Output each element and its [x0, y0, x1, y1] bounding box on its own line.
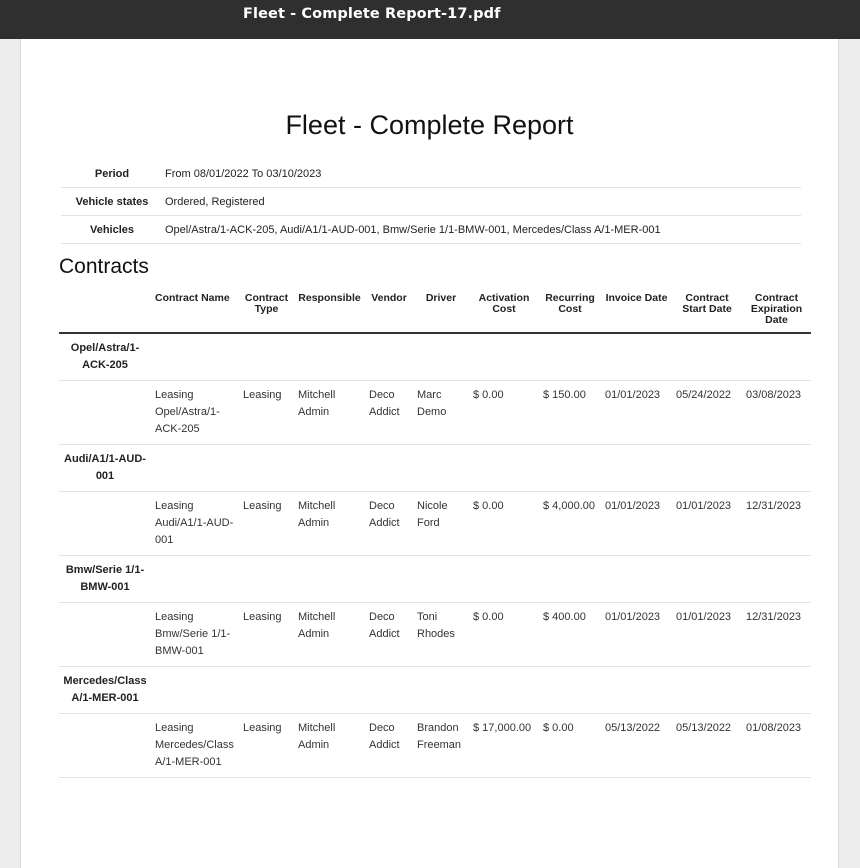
cell-invoice-date: 01/01/2023	[601, 381, 672, 445]
cell-contract-name: Leasing Mercedes/Class A/1-MER-001	[151, 714, 239, 778]
window-title: Fleet - Complete Report-17.pdf	[243, 6, 501, 22]
section-title-contracts: Contracts	[59, 255, 149, 278]
column-header-contract-type: Contract Type	[239, 289, 294, 333]
vehicle-group-row	[59, 556, 811, 603]
filter-value: Opel/Astra/1-ACK-205, Audi/A1/1-AUD-001, Bmw/Serie 1/1-BMW-001, Mercedes/Class A/1-MER-001	[163, 216, 801, 244]
filter-label: Vehicle states	[61, 188, 163, 216]
cell-start-date: 05/24/2022	[672, 381, 742, 445]
pdf-viewer-titlebar	[0, 0, 860, 39]
contract-row	[59, 381, 811, 445]
column-header-recurring-cost: Recurring Cost	[539, 289, 601, 333]
cell-vendor: Deco Addict	[365, 492, 413, 556]
cell-contract-name: Leasing Opel/Astra/1-ACK-205	[151, 381, 239, 445]
cell-driver: Marc Demo	[413, 381, 469, 445]
filter-value: Ordered, Registered	[163, 188, 801, 216]
cell-start-date: 01/01/2023	[672, 603, 742, 667]
column-header-vehicle	[59, 289, 151, 333]
cell-responsible: Mitchell Admin	[294, 492, 365, 556]
cell-recurring-cost: $ 150.00	[539, 381, 601, 445]
cell-vendor: Deco Addict	[365, 603, 413, 667]
filter-label: Vehicles	[61, 216, 163, 244]
column-header-activation-cost: Activation Cost	[469, 289, 539, 333]
column-header-invoice-date: Invoice Date	[601, 289, 672, 333]
cell-vendor: Deco Addict	[365, 714, 413, 778]
cell-recurring-cost: $ 0.00	[539, 714, 601, 778]
cell-driver: Nicole Ford	[413, 492, 469, 556]
report-filters-table	[61, 160, 801, 244]
cell-responsible: Mitchell Admin	[294, 603, 365, 667]
cell-contract-type: Leasing	[239, 603, 294, 667]
vehicle-group-label: Audi/A1/1-AUD-001	[59, 445, 151, 492]
report-title: Fleet - Complete Report	[285, 110, 574, 140]
cell-start-date: 05/13/2022	[672, 714, 742, 778]
cell-contract-name: Leasing Bmw/Serie 1/1-BMW-001	[151, 603, 239, 667]
vehicle-group-label: Mercedes/Class A/1-MER-001	[59, 667, 151, 714]
contract-row	[59, 714, 811, 778]
filter-row-vehicles	[61, 216, 801, 244]
cell-recurring-cost: $ 400.00	[539, 603, 601, 667]
cell-contract-type: Leasing	[239, 714, 294, 778]
cell-contract-type: Leasing	[239, 492, 294, 556]
cell-expiration-date: 12/31/2023	[742, 603, 811, 667]
filter-row-period	[61, 160, 801, 188]
cell-expiration-date: 01/08/2023	[742, 714, 811, 778]
cell-recurring-cost: $ 4,000.00	[539, 492, 601, 556]
vehicle-group-label: Bmw/Serie 1/1-BMW-001	[59, 556, 151, 603]
cell-activation-cost: $ 17,000.00	[469, 714, 539, 778]
contract-row	[59, 603, 811, 667]
column-header-responsible: Responsible	[294, 289, 365, 333]
table-header-row	[59, 289, 811, 333]
cell-expiration-date: 03/08/2023	[742, 381, 811, 445]
cell-driver: Toni Rhodes	[413, 603, 469, 667]
cell-driver: Brandon Freeman	[413, 714, 469, 778]
column-header-vendor: Vendor	[365, 289, 413, 333]
contracts-table	[59, 289, 811, 778]
vehicle-group-row	[59, 667, 811, 714]
cell-invoice-date: 01/01/2023	[601, 603, 672, 667]
cell-responsible: Mitchell Admin	[294, 714, 365, 778]
cell-activation-cost: $ 0.00	[469, 603, 539, 667]
filter-row-vehicle-states	[61, 188, 801, 216]
cell-contract-name: Leasing Audi/A1/1-AUD-001	[151, 492, 239, 556]
cell-activation-cost: $ 0.00	[469, 381, 539, 445]
vehicle-group-row	[59, 333, 811, 381]
cell-responsible: Mitchell Admin	[294, 381, 365, 445]
column-header-driver: Driver	[413, 289, 469, 333]
vehicle-group-row	[59, 445, 811, 492]
cell-invoice-date: 05/13/2022	[601, 714, 672, 778]
column-header-contract-name: Contract Name	[151, 289, 239, 333]
cell-start-date: 01/01/2023	[672, 492, 742, 556]
cell-contract-type: Leasing	[239, 381, 294, 445]
contract-row	[59, 492, 811, 556]
column-header-expiration-date: Contract Expiration Date	[742, 289, 811, 333]
cell-activation-cost: $ 0.00	[469, 492, 539, 556]
filter-value: From 08/01/2022 To 03/10/2023	[163, 160, 801, 188]
filter-label: Period	[61, 160, 163, 188]
cell-expiration-date: 12/31/2023	[742, 492, 811, 556]
cell-invoice-date: 01/01/2023	[601, 492, 672, 556]
cell-vendor: Deco Addict	[365, 381, 413, 445]
vehicle-group-label: Opel/Astra/1-ACK-205	[59, 333, 151, 381]
pdf-page	[20, 39, 839, 868]
column-header-start-date: Contract Start Date	[672, 289, 742, 333]
